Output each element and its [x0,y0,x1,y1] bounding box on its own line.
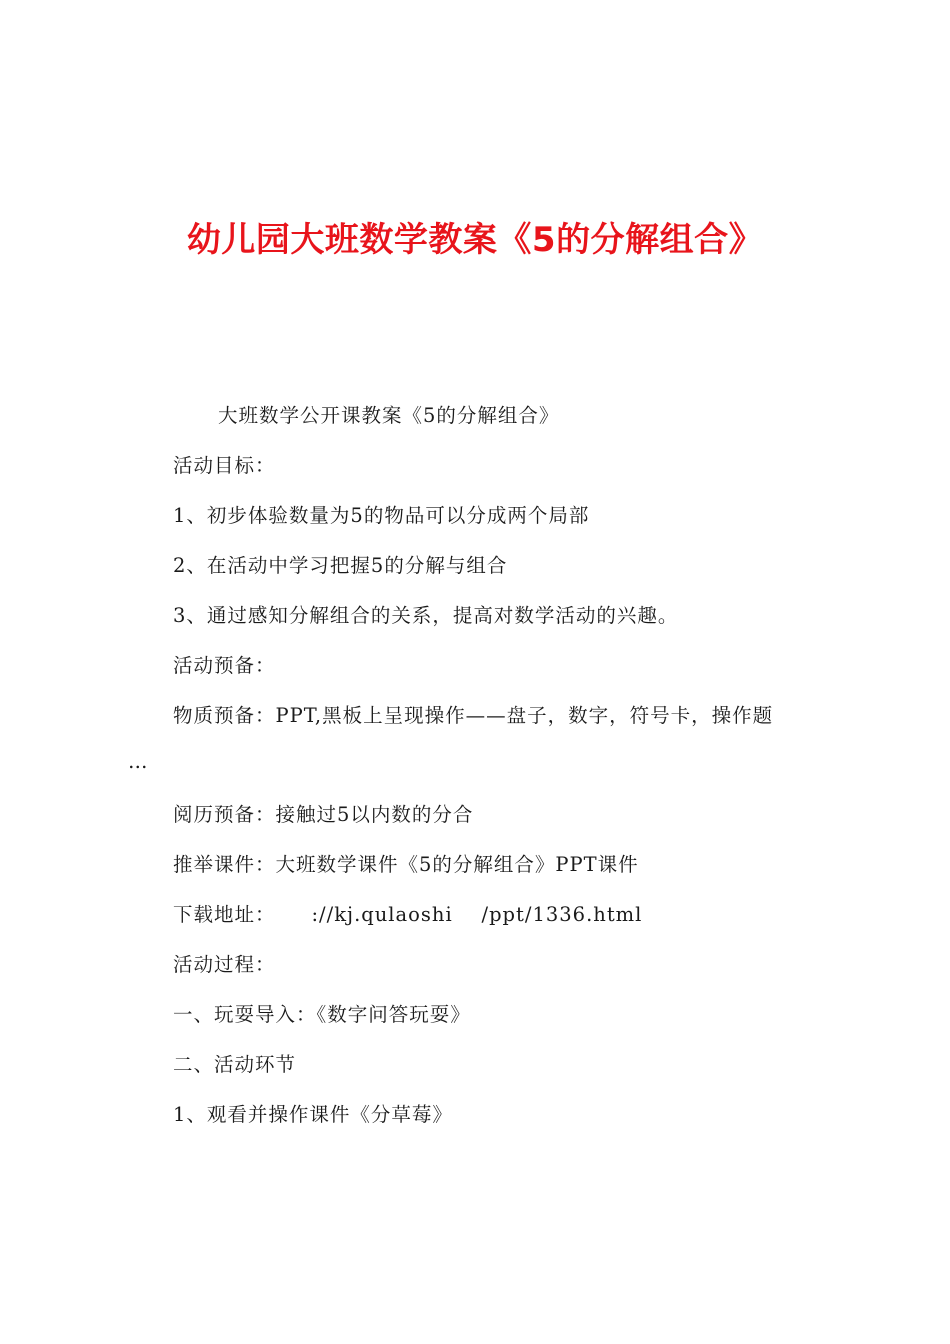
subtitle-line: 大班数学公开课教案《5的分解组合》 [218,404,560,427]
material-preparation-continuation: … [128,750,149,773]
goal-item-3: 3、通过感知分解组合的关系，提高对数学活动的兴趣。 [173,604,679,627]
process-substep-1: 1、观看并操作课件《分草莓》 [173,1103,453,1126]
section-heading-goals: 活动目标： [173,454,276,477]
experience-preparation-line: 阅历预备：接触过5以内数的分合 [173,803,474,826]
goal-item-1: 1、初步体验数量为5的物品可以分成两个局部 [173,504,590,527]
recommended-courseware-line: 推举课件：大班数学课件《5的分解组合》PPT课件 [173,853,639,876]
process-step-1: 一、玩耍导入：《数字问答玩耍》 [173,1003,471,1026]
section-heading-preparation: 活动预备： [173,654,276,677]
process-step-2: 二、活动环节 [173,1053,297,1076]
goal-item-2: 2、在活动中学习把握5的分解与组合 [173,554,508,577]
download-address-line: 下载地址： ://kj.qulaoshi /ppt/1336.html [173,903,643,926]
section-heading-process: 活动过程： [173,953,276,976]
document-title: 幼儿园大班数学教案《5的分解组合》 [186,220,764,260]
material-preparation-line: 物质预备：PPT,黑板上呈现操作——盘子，数字，符号卡，操作题 [173,704,774,727]
